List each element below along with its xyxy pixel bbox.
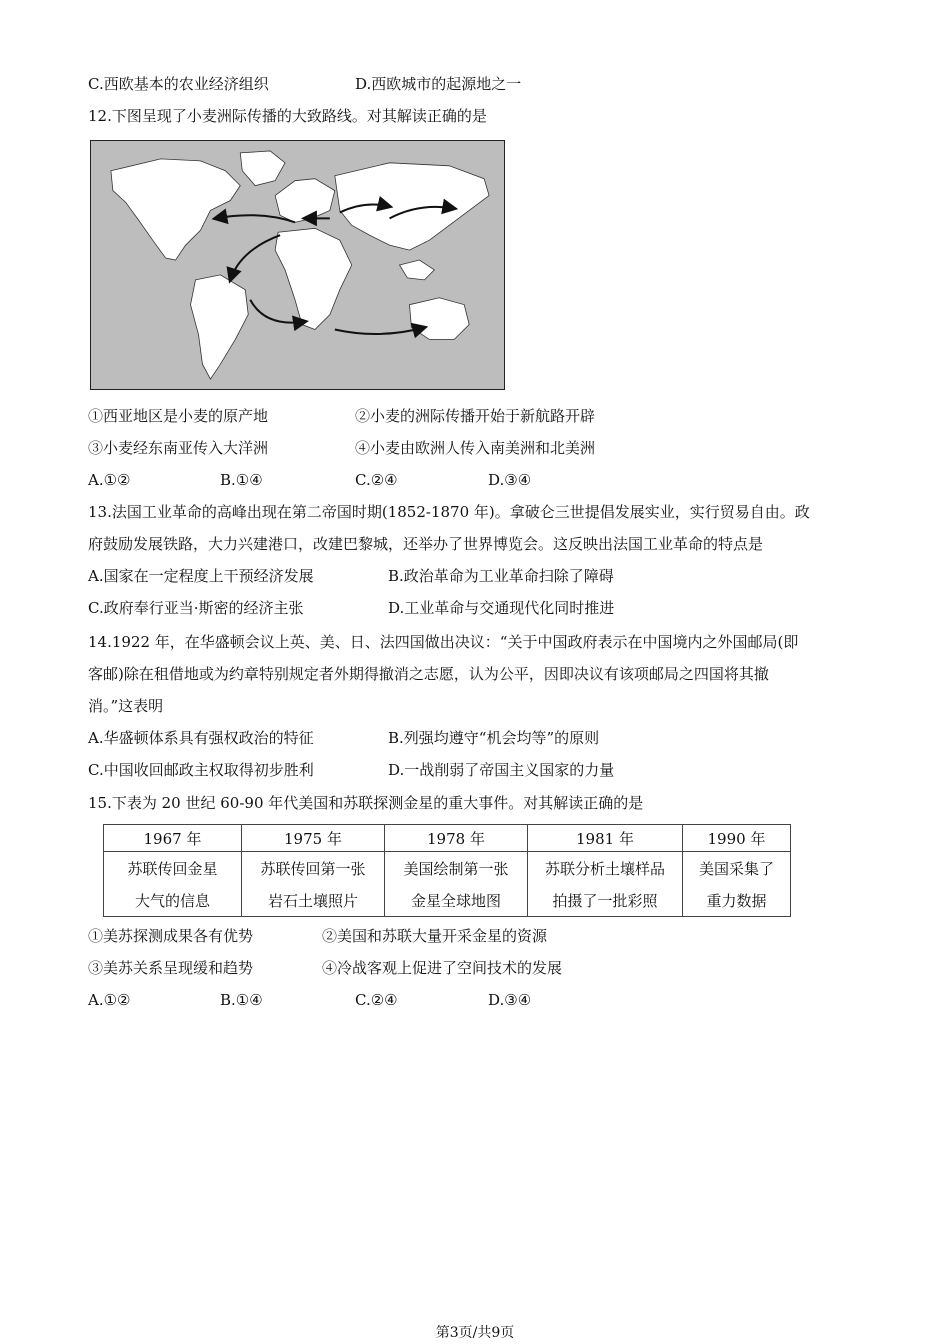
europe-shape	[275, 179, 335, 223]
table-cell-event: 苏联分析土壤样品	[528, 852, 683, 885]
q15-option-d: D.③④	[488, 991, 532, 1009]
arrow-africa-to-australia	[335, 327, 425, 333]
q13-option-c: C.政府奉行亚当·斯密的经济主张	[88, 599, 304, 617]
q12-statement-4: ④小麦由欧洲人传入南美洲和北美洲	[355, 439, 596, 457]
table-cell-event: 金星全球地图	[385, 884, 528, 917]
venus-exploration-table	[103, 824, 791, 917]
table-header-row	[104, 825, 791, 852]
q14-stem-line3: 消。”这表明	[88, 697, 164, 715]
table-row	[104, 884, 791, 917]
table-cell-event: 岩石土壤照片	[242, 884, 385, 917]
q13-option-b: B.政治革命为工业革命扫除了障碍	[388, 567, 614, 585]
table-cell-event: 拍摄了一批彩照	[528, 884, 683, 917]
greenland-shape	[240, 151, 285, 186]
se-asia-shape	[400, 260, 435, 280]
australia-shape	[409, 298, 469, 340]
q14-stem-line1: 14.1922 年，在华盛顿会议上英、美、日、法四国做出决议：“关于中国政府表示在中国境内之外国邮局(即	[88, 633, 799, 651]
q12-statement-1: ①西亚地区是小麦的原产地	[88, 407, 269, 425]
q15-statement-4: ④冷战客观上促进了空间技术的发展	[322, 959, 563, 977]
q15-option-c: C.②④	[355, 991, 398, 1009]
table-cell-year: 1990 年	[683, 825, 791, 852]
africa-shape	[275, 228, 352, 329]
q14-option-a: A.华盛顿体系具有强权政治的特征	[88, 729, 314, 747]
q15-statement-2: ②美国和苏联大量开采金星的资源	[322, 927, 548, 945]
q14-option-c: C.中国收回邮政主权取得初步胜利	[88, 761, 314, 779]
q15-option-b: B.①④	[220, 991, 263, 1009]
q12-statement-3: ③小麦经东南亚传入大洋洲	[88, 439, 269, 457]
q15-statement-1: ①美苏探测成果各有优势	[88, 927, 254, 945]
q13-option-a: A.国家在一定程度上干预经济发展	[88, 567, 314, 585]
q15-stem: 15.下表为 20 世纪 60-90 年代美国和苏联探测金星的重大事件。对其解读正确的是	[88, 794, 644, 812]
q15-statement-3: ③美苏关系呈现缓和趋势	[88, 959, 254, 977]
q12-option-c: C.②④	[355, 471, 398, 489]
q13-stem-line1: 13.法国工业革命的高峰出现在第二帝国时期(1852-1870 年)。拿破仑三世提倡发展实业，实行贸易自由。政	[88, 503, 810, 521]
q14-stem-line2: 客邮)除在租借地或为约章特别规定者外期得撤消之志愿，认为公平，因即决议有该项邮局之四国将其撤	[88, 665, 769, 683]
q13-stem-line2: 府鼓励发展铁路，大力兴建港口，改建巴黎城，还举办了世界博览会。这反映出法国工业革命的特点是	[88, 535, 764, 553]
q14-option-b: B.列强均遵守“机会均等”的原则	[388, 729, 600, 747]
q12-statement-2: ②小麦的洲际传播开始于新航路开辟	[355, 407, 596, 425]
world-map-figure	[91, 141, 504, 389]
q12-stem: 12.下图呈现了小麦洲际传播的大致路线。对其解读正确的是	[88, 107, 487, 125]
table-cell-year: 1981 年	[528, 825, 683, 852]
table-cell-event: 苏联传回第一张	[242, 852, 385, 885]
q12-option-b: B.①④	[220, 471, 263, 489]
north-america-shape	[111, 159, 240, 260]
table-cell-year: 1975 年	[242, 825, 385, 852]
arrow-europe-to-south-america	[230, 235, 280, 280]
wheat-spread-map	[90, 140, 505, 390]
q11-option-d: D.西欧城市的起源地之一	[355, 75, 522, 93]
page-number: 第3页/共9页	[435, 1325, 515, 1341]
q12-option-a: A.①②	[88, 471, 131, 489]
table-cell-year: 1967 年	[104, 825, 242, 852]
q15-option-a: A.①②	[88, 991, 131, 1009]
table-cell-event: 美国绘制第一张	[385, 852, 528, 885]
q12-option-d: D.③④	[488, 471, 532, 489]
q13-option-d: D.工业革命与交通现代化同时推进	[388, 599, 615, 617]
q14-option-d: D.一战削弱了帝国主义国家的力量	[388, 761, 615, 779]
table-cell-event: 大气的信息	[104, 884, 242, 917]
table-cell-event: 重力数据	[683, 884, 791, 917]
q11-option-c: C.西欧基本的农业经济组织	[88, 75, 269, 93]
table-row	[104, 852, 791, 885]
table-cell-event: 美国采集了	[683, 852, 791, 885]
table-cell-event: 苏联传回金星	[104, 852, 242, 885]
table-cell-year: 1978 年	[385, 825, 528, 852]
south-america-shape	[191, 275, 249, 379]
